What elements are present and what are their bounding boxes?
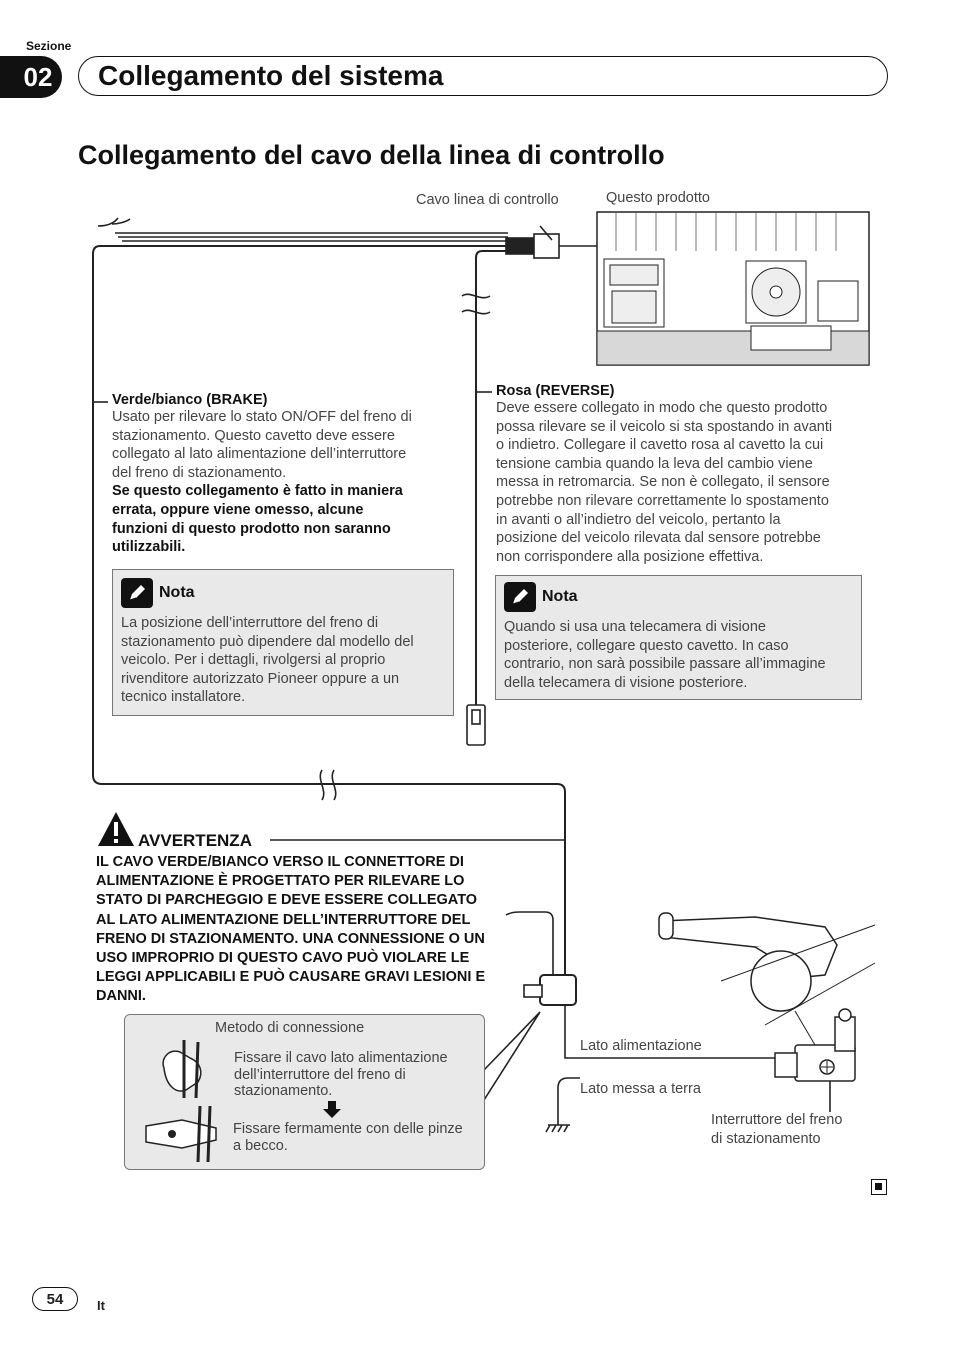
warning-title: AVVERTENZA: [138, 831, 252, 850]
reverse-line: tensione cambia quando la leva del cambio viene: [496, 455, 813, 472]
nota-left-text: [121, 614, 445, 707]
method-step2-line: a becco.: [233, 1137, 288, 1154]
warning-line: LEGGI APPLICABILI E PUÒ CAUSARE GRAVI LESIONI E: [96, 969, 486, 986]
method-step1-line: stazionamento.: [234, 1083, 333, 1100]
brake-line: collegato al lato alimentazione dell’interruttore: [112, 446, 407, 463]
method-step1: [234, 1050, 474, 1100]
nota-left-box: [112, 569, 454, 716]
pliers-icon: [142, 1104, 224, 1164]
reverse-line: potrebbe non rilevare correttamente lo spostamento: [496, 492, 829, 509]
label-power-side: Lato alimentazione: [580, 1038, 702, 1054]
section-label: Sezione: [26, 39, 72, 53]
brake-bold-line: errata, oppure viene omesso, alcune: [112, 501, 364, 518]
brake-bold-line: funzioni di questo prodotto non saranno: [112, 520, 391, 537]
reverse-text: [496, 399, 866, 566]
brake-description: [112, 392, 457, 557]
nota-right-line: posteriore, collegare questo cavetto. In caso: [504, 637, 789, 654]
label-brake-switch-line: Interruttore del freno: [711, 1112, 843, 1128]
method-step2-line: Fissare fermamente con delle pinze: [233, 1121, 463, 1137]
nota-right-line: Quando si usa una telecamera di visione: [504, 619, 766, 635]
label-control-cable: Cavo linea di controllo: [416, 192, 559, 208]
warning-line: AL LATO ALIMENTAZIONE DELL’INTERRUTTORE DEL: [96, 911, 471, 928]
brake-bold-line: Se questo collegamento è fatto in maniera: [112, 483, 403, 500]
reverse-title: Rosa (REVERSE): [496, 383, 615, 399]
page-number: 54: [32, 1287, 78, 1311]
reverse-description: [496, 383, 866, 566]
hand-clip-icon: [156, 1038, 212, 1100]
warning-line: DANNI.: [96, 988, 146, 1005]
nota-left-line: tecnico installatore.: [121, 689, 246, 706]
nota-right-header: [504, 582, 853, 612]
reverse-line: o indietro. Collegare il cavetto rosa al cavetto la cui: [496, 437, 824, 454]
nota-right-box: [495, 575, 862, 700]
section-title: Collegamento del sistema: [98, 60, 444, 91]
label-this-product: Questo prodotto: [606, 190, 710, 206]
warning-line: STATO DI PARCHEGGIO E DEVE ESSERE COLLEGATO: [96, 892, 478, 909]
nota-left-line: La posizione dell’interruttore del freno di: [121, 615, 379, 631]
product-rear-illustration: [596, 211, 870, 366]
nota-left-line: rivenditore autorizzato Pioneer oppure a un: [121, 670, 400, 687]
warning-line: FRENO DI STAZIONAMENTO. UNA CONNESSIONE O UN: [96, 930, 485, 947]
nota-right-title: Nota: [542, 588, 578, 605]
warning-line: IL CAVO VERDE/BIANCO VERSO IL CONNETTORE DI: [96, 854, 464, 870]
reverse-line: Deve essere collegato in modo che questo prodotto: [496, 400, 828, 416]
nota-right-text: [504, 618, 853, 692]
nota-right-line: contrario, non sarà possibile passare all’immagine: [504, 656, 826, 673]
brake-line: stazionamento. Questo cavetto deve essere: [112, 427, 395, 444]
page-title: Collegamento del cavo della linea di controllo: [78, 140, 665, 170]
nota-left-line: stazionamento può dipendere dal modello del: [121, 633, 414, 650]
brake-warning-text: [112, 482, 457, 556]
brake-title: Verde/bianco (BRAKE): [112, 392, 268, 408]
reverse-line: in avanti o all’indietro del veicolo, pertanto la: [496, 511, 781, 528]
brake-text: [112, 408, 457, 482]
reverse-line: messa in retromarcia. Se non è collegato, il sensore: [496, 474, 830, 491]
arrow-down-icon: [323, 1101, 341, 1118]
nota-left-title: Nota: [159, 584, 195, 601]
language-code: It: [97, 1298, 105, 1313]
nota-left-line: veicolo. Per i dettagli, rivolgersi al proprio: [121, 652, 386, 669]
parking-brake-illustration: [655, 905, 880, 1095]
warning-text: [96, 853, 516, 1007]
nota-right-line: della telecamera di visione posteriore.: [504, 674, 748, 691]
reverse-line: posizione del veicolo rilevata dal sensore potrebbe: [496, 530, 821, 547]
warning-line: ALIMENTAZIONE È PROGETTATO PER RILEVARE LO: [96, 873, 465, 890]
method-step1-line: Fissare il cavo lato alimentazione: [234, 1050, 448, 1066]
method-step2: [233, 1121, 483, 1154]
label-brake-switch-line: di stazionamento: [711, 1130, 821, 1147]
brake-bold-line: utilizzabili.: [112, 539, 186, 556]
brake-line: Usato per rilevare lo stato ON/OFF del freno di: [112, 409, 412, 425]
label-brake-switch: [711, 1111, 842, 1148]
method-title: Metodo di connessione: [215, 1020, 365, 1036]
nota-left-header: [121, 578, 445, 608]
label-ground-side: Lato messa a terra: [580, 1081, 701, 1097]
reverse-line: non corrispondere alla posizione effettiva.: [496, 548, 764, 565]
end-of-section-icon: [871, 1179, 887, 1195]
pencil-note-icon: [121, 578, 153, 608]
reverse-line: possa rilevare se il veicolo si sta spostando in avanti: [496, 418, 833, 435]
pencil-note-icon: [504, 582, 536, 612]
warning-triangle-icon: [96, 810, 136, 848]
section-number-badge: 02: [0, 56, 62, 98]
brake-line: del freno di stazionamento.: [112, 464, 287, 481]
method-step1-line: dell’interruttore del freno di: [234, 1066, 406, 1083]
warning-line: USO IMPROPRIO DI QUESTO CAVO PUÒ VIOLARE LE: [96, 950, 470, 967]
